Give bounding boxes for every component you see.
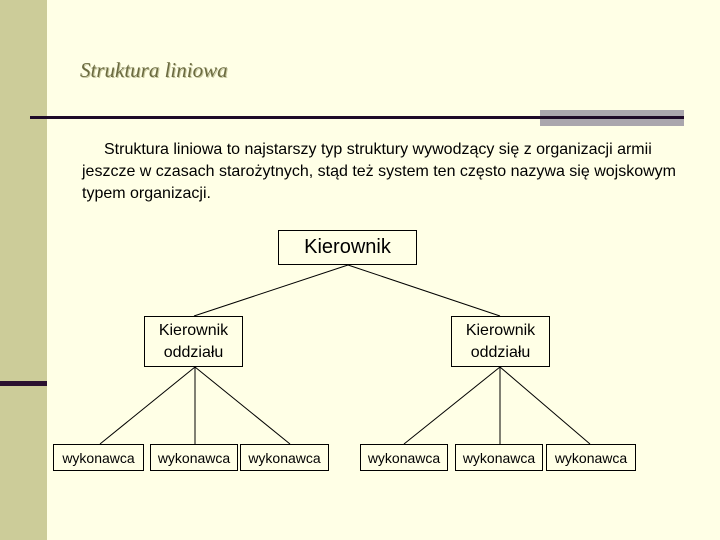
connector — [100, 367, 195, 444]
org-node-worker: wykonawca — [546, 444, 636, 471]
connector — [348, 265, 500, 316]
org-node-manager: Kierownik oddziału — [451, 316, 550, 367]
org-node-worker: wykonawca — [150, 444, 238, 471]
org-node-worker: wykonawca — [240, 444, 329, 471]
org-node-worker: wykonawca — [360, 444, 448, 471]
connector — [404, 367, 500, 444]
slide-title: Struktura liniowa — [80, 58, 228, 82]
org-node-manager: Kierownik oddziału — [144, 316, 243, 367]
connector — [194, 265, 348, 316]
org-node-worker: wykonawca — [455, 444, 543, 471]
connector — [195, 367, 290, 444]
slide-body-text: Struktura liniowa to najstarszy typ struktury wywodzący się z organizacji armii jeszcze w czasach starożytnych, stąd też system ten często nazywa się wojskowym typem organizacji. — [82, 141, 676, 202]
org-node-root: Kierownik — [278, 230, 417, 265]
connector — [500, 367, 590, 444]
org-node-worker: wykonawca — [53, 444, 144, 471]
